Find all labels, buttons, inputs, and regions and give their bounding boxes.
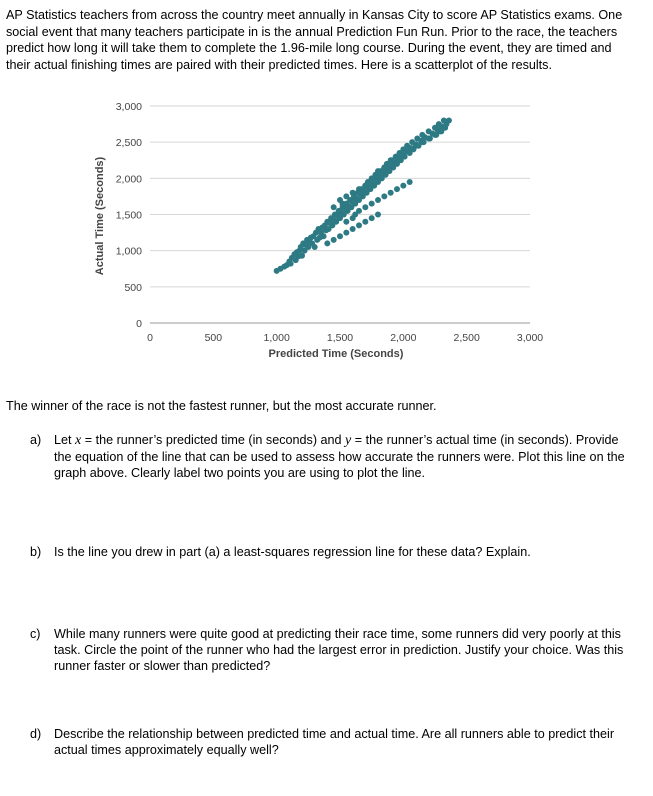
data-point xyxy=(413,143,419,149)
data-point xyxy=(381,193,387,199)
question-text: Let x = the runner’s predicted time (in seconds) and y = the runner’s actual time (in seconds). Provide the equation of the line that can be used to assess how accurate the runners were. Plot this line on the graph above. Clearly label two points you are using to plot the line. xyxy=(54,433,625,480)
question-c xyxy=(30,626,635,674)
data-point xyxy=(407,179,413,185)
data-point xyxy=(350,190,356,196)
data-point xyxy=(324,240,330,246)
data-point xyxy=(337,233,343,239)
y-tick-label: 1,500 xyxy=(115,209,142,222)
data-point xyxy=(400,150,406,156)
variable-x: x xyxy=(75,433,82,448)
data-point xyxy=(375,168,381,174)
data-point xyxy=(356,222,362,228)
question-text: While many runners were quite good at predicting their race time, some runners did very poorly at this task. Circle the point of the runner who had the largest error in prediction. Justify your choice. Was this runner faster or slower than predicted? xyxy=(54,627,624,673)
question-text: Is the line you drew in part (a) a least-squares regression line for these data? Explain. xyxy=(54,545,531,559)
variable-y: y xyxy=(345,433,352,448)
data-point xyxy=(446,117,452,123)
y-tick-label: 500 xyxy=(124,281,142,294)
data-point xyxy=(362,219,368,225)
question-a xyxy=(30,432,635,481)
data-point xyxy=(343,230,349,236)
x-tick-label: 500 xyxy=(204,332,223,344)
question-text: Describe the relationship between predicted time and actual time. Are all runners able to predict their actual times approximately equally well? xyxy=(54,727,615,757)
data-point xyxy=(400,183,406,189)
data-point xyxy=(369,215,375,221)
data-point xyxy=(394,154,400,160)
data-point xyxy=(312,244,318,250)
intro-paragraph: AP Statistics teachers from across the country meet annually in Kansas City to score AP Statistics exams. One social event that many teachers participate in is the annual Prediction Fun Run. Prior to the race, the teachers predict how long it will take them to complete the 1.96-mile long course. During the event, they are timed and their actual finishing times are paired with their predicted times. Here is a scatterplot of the results. xyxy=(6,8,623,72)
data-point xyxy=(369,201,375,207)
data-point xyxy=(388,190,394,196)
y-axis-title: Actual Time (Seconds) xyxy=(94,156,106,276)
data-point xyxy=(356,208,362,214)
question-b xyxy=(30,544,635,560)
data-point xyxy=(362,204,368,210)
winner-statement: The winner of the race is not the fastest runner, but the most accurate runner. xyxy=(6,399,437,413)
question-label: a) xyxy=(30,433,42,447)
data-point xyxy=(350,226,356,232)
y-tick-label: 2,000 xyxy=(115,173,142,186)
question-label: d) xyxy=(30,727,42,741)
y-tick-label: 2,500 xyxy=(115,137,142,150)
x-tick-label: 2,500 xyxy=(453,332,480,344)
data-point xyxy=(343,193,349,199)
data-point xyxy=(340,201,346,207)
x-tick-label: 1,500 xyxy=(326,332,354,344)
data-point xyxy=(343,219,349,225)
data-point xyxy=(394,186,400,192)
y-tick-label: 0 xyxy=(136,318,142,330)
question-d xyxy=(30,726,635,758)
data-point xyxy=(419,139,425,145)
y-tick-label: 1,000 xyxy=(115,245,142,258)
data-point xyxy=(388,157,394,163)
data-point xyxy=(331,237,337,243)
scatterplot xyxy=(0,0,653,380)
question-label: c) xyxy=(30,627,41,641)
data-point xyxy=(356,186,362,192)
x-tick-label: 2,000 xyxy=(390,332,417,344)
data-point xyxy=(321,233,327,239)
x-tick-label: 3,000 xyxy=(516,332,544,344)
data-point xyxy=(426,136,432,142)
x-tick-label: 1,000 xyxy=(263,332,290,344)
x-axis-title: Predicted Time (Seconds) xyxy=(268,348,404,360)
data-point xyxy=(442,125,448,131)
data-point xyxy=(375,212,381,218)
data-point xyxy=(331,204,337,210)
x-tick-label: 0 xyxy=(147,332,153,344)
question-label: b) xyxy=(30,545,42,559)
data-point xyxy=(432,132,438,138)
data-point xyxy=(375,197,381,203)
y-tick-label: 3,000 xyxy=(115,101,142,113)
data-point xyxy=(288,261,294,267)
data-point xyxy=(407,146,413,152)
